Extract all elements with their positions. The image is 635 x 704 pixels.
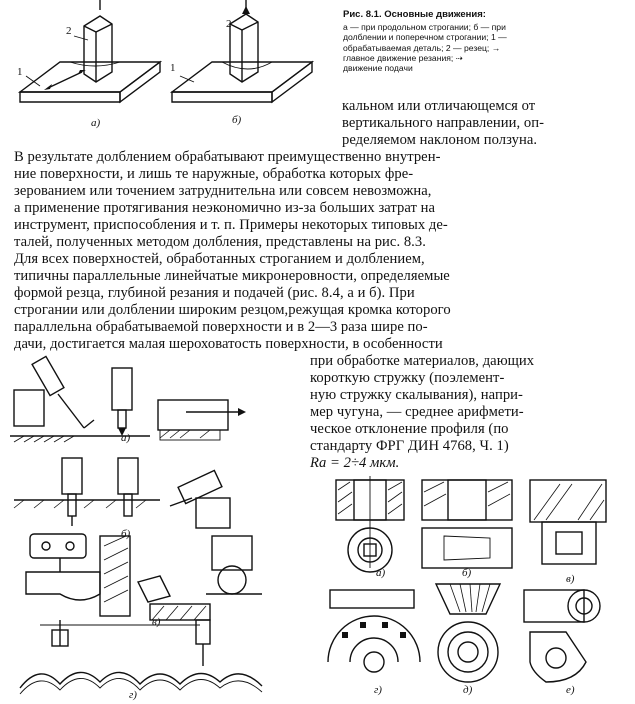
figure-8-2-drawing bbox=[0, 350, 300, 700]
figure-8-2a bbox=[10, 356, 246, 442]
figure-8-3e bbox=[524, 590, 600, 682]
figure-8-1-label-b: б) bbox=[232, 114, 242, 126]
figure-8-3v bbox=[530, 480, 606, 564]
figure-8-3g bbox=[328, 590, 420, 672]
figure-8-3-label-g: г) bbox=[374, 684, 382, 696]
text-line: инструмент, приспособления и т. п. Примеры некоторых типовых де- bbox=[14, 217, 448, 233]
figure-8-1-callout-2a: 2 bbox=[66, 25, 72, 37]
figure-8-1a-workpiece bbox=[20, 62, 160, 102]
figure-8-1-caption bbox=[343, 10, 628, 73]
text-line: ние поверхности, и лишь те наружные, обработка которых фре- bbox=[14, 166, 414, 182]
figure-8-1-callout-1b: 1 bbox=[170, 62, 176, 74]
figure-8-3-label-e: е) bbox=[566, 684, 575, 696]
figure-8-2b bbox=[14, 458, 230, 528]
text-line: зерованием или точением затруднительна или совсем невозможна, bbox=[14, 183, 432, 199]
text-line: строгании или долблении широким резцом,режущая кромка которого bbox=[14, 302, 451, 318]
text-line: формой резца, глубиной резания и подачей (рис. 8.4, а и б). При bbox=[14, 285, 415, 301]
text-line: ческое отклонение профиля (по bbox=[310, 421, 509, 437]
text-line: мер чугуна, — среднее арифмети- bbox=[310, 404, 524, 420]
text-line: В результате долблением обрабатывают преимущественно внутрен- bbox=[14, 149, 441, 165]
text-line: типичны параллельные линейчатые микронеровности, определяемые bbox=[14, 268, 450, 284]
text-line: короткую стружку (поэлемент- bbox=[310, 370, 505, 386]
figure-8-1-callout-2b: 2 bbox=[226, 18, 232, 30]
caption-line: долблении и поперечном строгании; 1 — bbox=[343, 32, 507, 43]
figure-8-2-label-v: в) bbox=[152, 616, 161, 628]
text-line: ную стружку скалывания), напри- bbox=[310, 387, 523, 403]
caption-line: а — при продольном строгании; б — при bbox=[343, 22, 506, 33]
figure-8-1a-tool bbox=[84, 0, 112, 82]
figure-8-1-callout-1a: 1 bbox=[17, 66, 23, 78]
figure-8-3-label-d: д) bbox=[463, 684, 473, 696]
text-line: параллельна обрабатываемой поверхности и в 2—3 раза шире по- bbox=[14, 319, 428, 335]
figure-8-2-label-b: б) bbox=[121, 528, 131, 540]
figure-8-2-label-g: г) bbox=[129, 689, 137, 701]
figure-8-3-drawing bbox=[320, 472, 620, 702]
figure-8-2g bbox=[20, 620, 262, 694]
figure-8-2v bbox=[26, 534, 262, 620]
figure-8-3d bbox=[436, 584, 500, 682]
text-line-formula: Ra = 2÷4 мкм. bbox=[310, 455, 400, 471]
figure-8-3-label-v: в) bbox=[566, 573, 575, 585]
figure-8-2-label-a: а) bbox=[121, 432, 131, 444]
figure-8-3-label-a: а) bbox=[376, 567, 386, 579]
text-line: вертикального направлении, оп- bbox=[342, 115, 544, 131]
text-line: при обработке материалов, дающих bbox=[310, 353, 535, 369]
caption-line: движение подачи bbox=[343, 63, 413, 74]
caption-title: Рис. 8.1. Основные движения: bbox=[343, 9, 486, 20]
figure-8-3b bbox=[422, 480, 512, 568]
text-line: стандарту ФРГ ДИН 4768, Ч. 1) bbox=[310, 438, 509, 454]
text-line: дачи, достигается малая шероховатость поверхности, в особенности bbox=[14, 336, 443, 352]
figure-8-1b-tool bbox=[230, 0, 258, 82]
text-line: ределяемом наклоном ползуна. bbox=[342, 132, 538, 148]
figure-8-1-label-a: а) bbox=[91, 117, 101, 129]
text-line: талей, полученных методом долбления, представлены на рис. 8.3. bbox=[14, 234, 426, 250]
caption-line: главное движение резания; ⇢ bbox=[343, 52, 463, 63]
text-line: Для всех поверхностей, обработанных строганием и долблением, bbox=[14, 251, 425, 267]
caption-line: обрабатываемая деталь; 2 — резец; → bbox=[343, 42, 501, 53]
figure-8-3-label-b: б) bbox=[462, 567, 472, 579]
text-line: кальном или отличающемся от bbox=[342, 98, 536, 114]
text-line: а применение протягивания неэкономично из-за больших затрат на bbox=[14, 200, 436, 216]
figure-8-3a bbox=[336, 476, 404, 572]
